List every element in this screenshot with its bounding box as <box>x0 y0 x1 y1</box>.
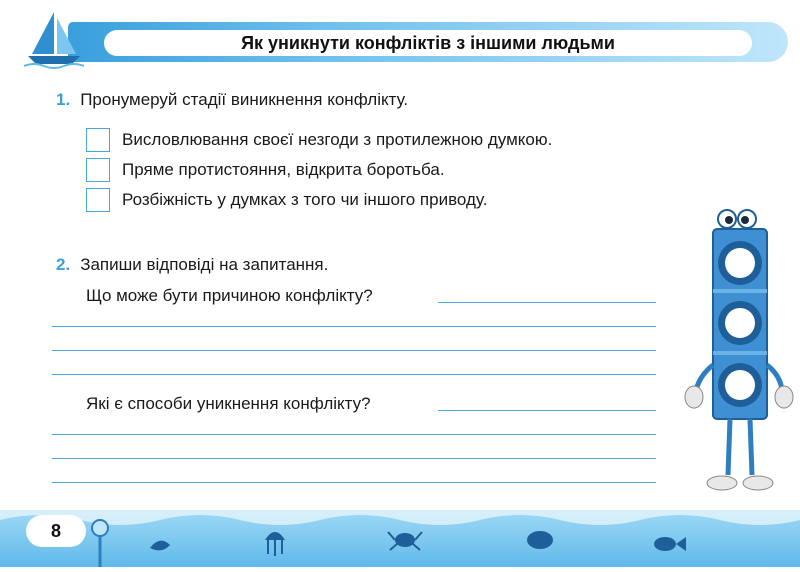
crab-icon <box>388 532 422 550</box>
task-1-option <box>86 128 552 152</box>
numbering-box[interactable] <box>86 128 110 152</box>
page-number: 8 <box>50 521 61 541</box>
fish-icon <box>654 537 686 551</box>
option-label: Пряме протистояння, відкрита боротьба. <box>122 160 445 179</box>
task-1-prompt <box>56 90 408 110</box>
answer-line[interactable] <box>438 302 656 303</box>
page-title: Як уникнути конфліктів з іншими людьми <box>241 33 615 53</box>
task-1-option <box>86 158 445 182</box>
task-1-number: 1. <box>56 90 71 109</box>
question-2-label: Які є способи уникнення конфлікту? <box>86 394 371 413</box>
sea-creatures-icons <box>0 510 800 567</box>
shrimp-icon <box>150 541 170 551</box>
answer-line[interactable] <box>52 350 656 351</box>
question-1-label: Що може бути причиною конфлікту? <box>86 286 373 305</box>
option-label: Висловлювання своєї незгоди з протилежною думкою. <box>122 130 553 149</box>
task-2-number: 2. <box>56 255 71 274</box>
footer-sea-strip <box>0 510 800 567</box>
sailboat-icon <box>24 8 84 70</box>
task-1-option <box>86 188 487 212</box>
option-label: Розбіжність у думках з того чи іншого приводу. <box>122 190 488 209</box>
task-2-prompt <box>56 255 328 275</box>
traffic-light-mascot <box>680 205 795 500</box>
answer-line[interactable] <box>52 482 656 483</box>
frog-icon <box>527 531 553 549</box>
answer-line[interactable] <box>438 410 656 411</box>
answer-line[interactable] <box>52 458 656 459</box>
answer-line[interactable] <box>52 434 656 435</box>
task-1-text: Пронумеруй стадії виникнення конфлікту. <box>80 90 409 109</box>
sea-flower-icon <box>92 520 108 567</box>
numbering-box[interactable] <box>86 188 110 212</box>
jellyfish-icon <box>265 532 285 556</box>
answer-line[interactable] <box>52 374 656 375</box>
answer-line[interactable] <box>52 326 656 327</box>
task-2-text: Запиши відповіді на запитання. <box>80 255 329 274</box>
numbering-box[interactable] <box>86 158 110 182</box>
